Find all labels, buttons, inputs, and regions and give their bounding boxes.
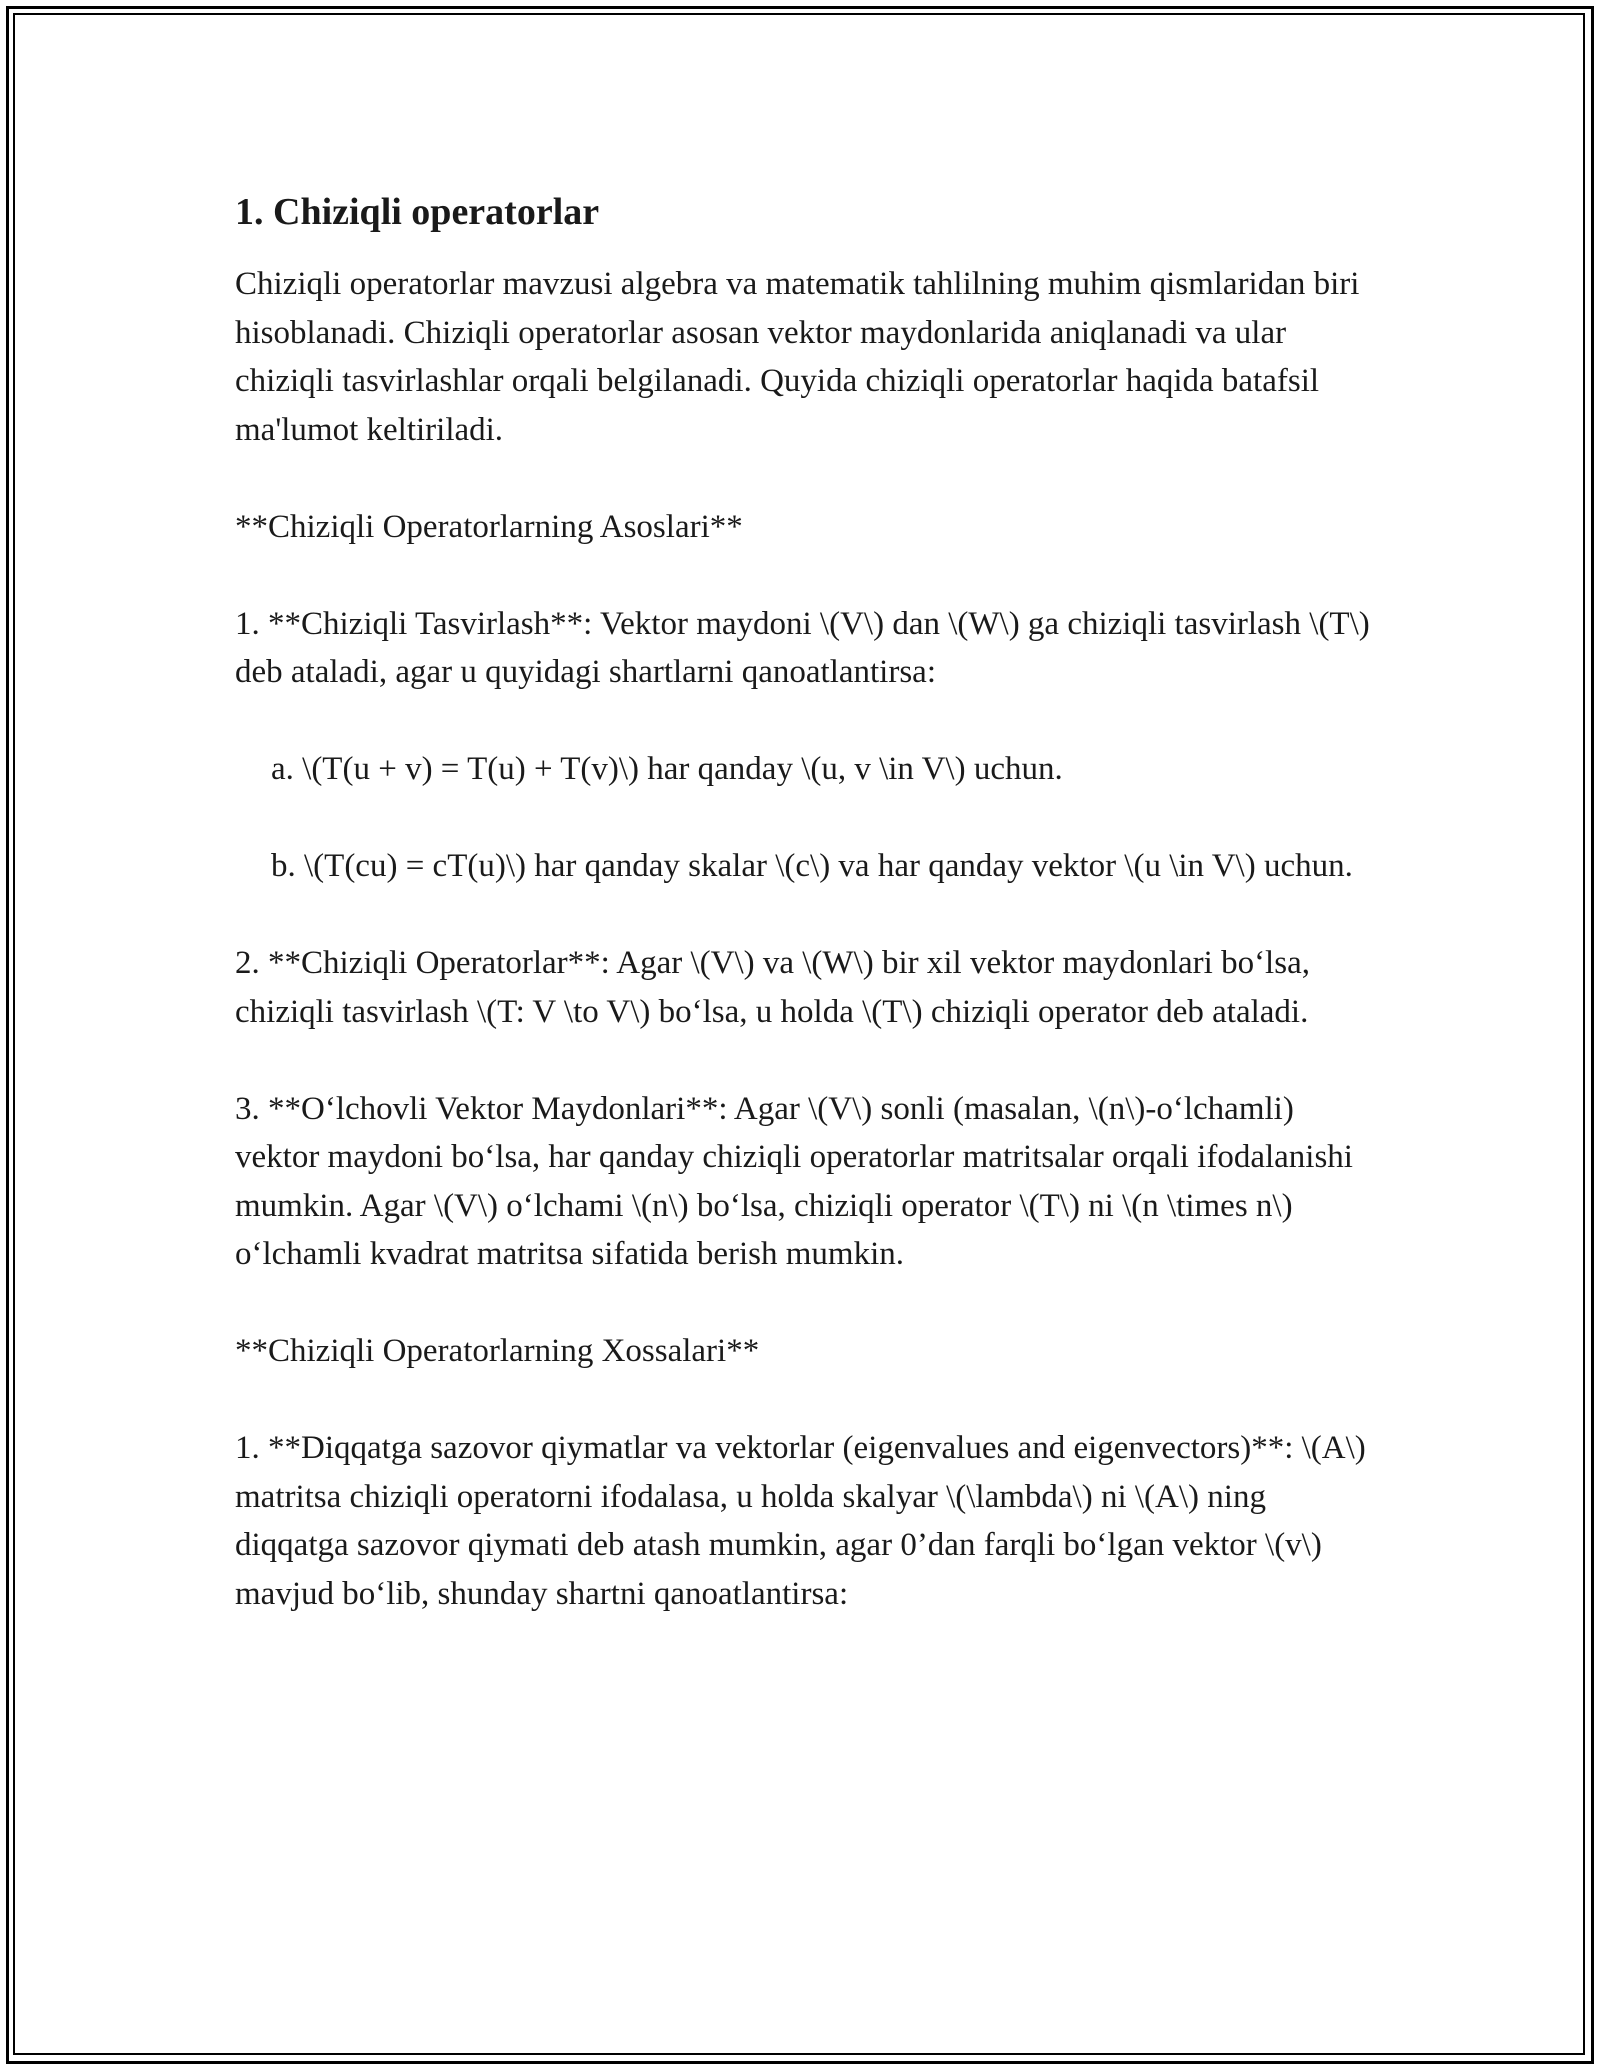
document-title: 1. Chiziqli operatorlar bbox=[235, 191, 600, 233]
list-subitem-a: a. \(T(u + v) = T(u) + T(v)\) har qanday \(u, v \in V\) uchun. bbox=[271, 751, 1063, 787]
list-item-eigenvalues: 1. **Diqqatga sazovor qiymatlar va vektorlar (eigenvalues and eigenvectors)**: \(A\) matritsa chiziqli operatorni ifodalasa, u holda skalyar \(\lambda\) ni \(A\) ning diqqatga sazovor qiymati deb atash mumkin, agar 0’dan farqli bo‘lgan vektor \(v\) mavjud bo‘lib, shunday shartni qanoatlantirsa: bbox=[235, 1430, 1366, 1612]
list-subitem-b: b. \(T(cu) = cT(u)\) har qanday skalar \(c\) va har qanday vektor \(u \in V\) uchun. bbox=[271, 848, 1353, 884]
list-item-linear-map: 1. **Chiziqli Tasvirlash**: Vektor maydoni \(V\) dan \(W\) ga chiziqli tasvirlash \(T\) deb ataladi, agar u quyidagi shartlarni qanoatlantirsa: bbox=[235, 605, 1370, 690]
list-item-finite-dimensional: 3. **O‘lchovli Vektor Maydonlari**: Agar \(V\) sonli (masalan, \(n\)-o‘lchamli) vektor maydoni bo‘lsa, har qanday chiziqli operatorlar matritsalar orqali ifodalanishi mumkin. Agar \(V\) o‘lchami \(n\) bo‘lsa, chiziqli operator \(T\) ni \(n \times n\) o‘lchamli kvadrat matritsa sifatida berish mumkin. bbox=[235, 1090, 1353, 1272]
document-body bbox=[235, 185, 1375, 1618]
section-heading-basics: **Chiziqli Operatorlarning Asoslari** bbox=[235, 508, 743, 545]
list-item-linear-operators: 2. **Chiziqli Operatorlar**: Agar \(V\) va \(W\) bir xil vektor maydonlari bo‘lsa, chiziqli tasvirlash \(T: V \to V\) bo‘lsa, u holda \(T\) chiziqli operator deb ataladi. bbox=[235, 945, 1310, 1030]
intro-paragraph: Chiziqli operatorlar mavzusi algebra va matematik tahlilning muhim qismlaridan biri hisoblanadi. Chiziqli operatorlar asosan vektor maydonlarida aniqlanadi va ular chiziqli tasvirlashlar orqali belgilanadi. Quyida chiziqli operatorlar haqida batafsil ma'lumot keltiriladi. bbox=[235, 266, 1360, 448]
section-heading-properties: **Chiziqli Operatorlarning Xossalari** bbox=[235, 1333, 760, 1369]
